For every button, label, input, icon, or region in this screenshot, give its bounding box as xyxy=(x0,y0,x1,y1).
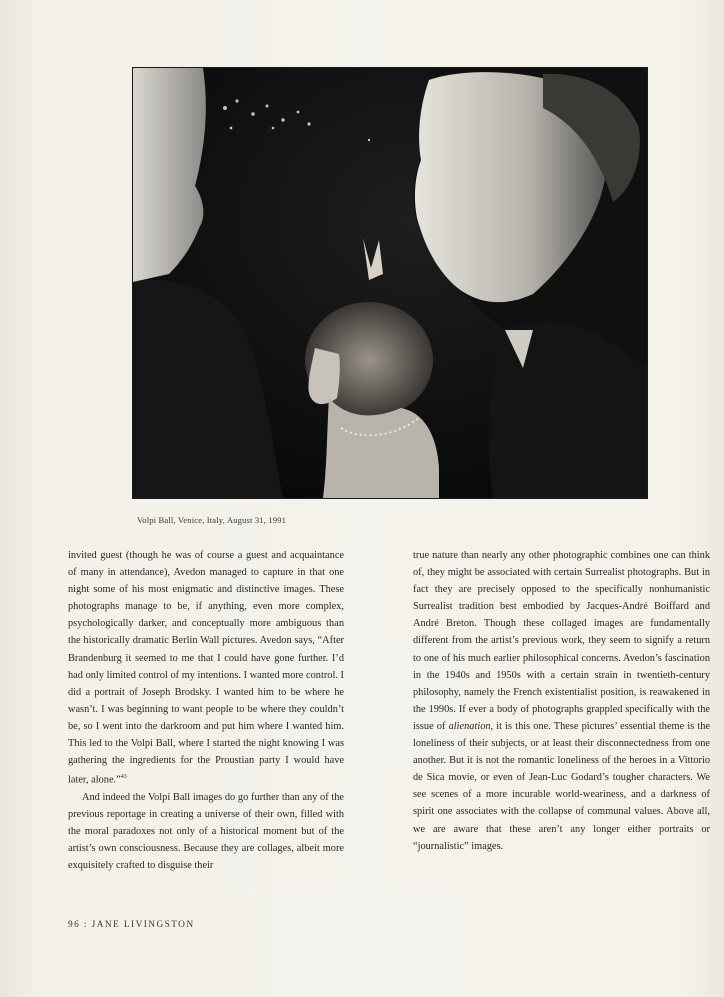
volpi-ball-photograph xyxy=(133,68,647,498)
paragraph xyxy=(413,547,710,855)
paragraph-text: , it is this one. These pictures’ essential theme is the loneliness of their subjects, or at least their disconnectedness from one another. But it is not the romantic loneliness of the heroes in a Vittorio de Sica movie, or even of Jean-Luc Godard’s tougher characters. We see scenes of a more incurable world-weariness, and a darkness of spirit one associates with the collapse of communal values. Above all, we are aware that these aren’t any longer either portraits or “journalistic” images. xyxy=(413,720,710,852)
italic-term: alienation xyxy=(448,720,491,732)
text-column-right xyxy=(413,547,710,855)
text-column-left xyxy=(68,547,344,874)
paragraph xyxy=(68,547,344,789)
photo-caption: Volpi Ball, Venice, Italy, August 31, 1991 xyxy=(137,515,287,525)
paragraph-text: invited guest (though he was of course a guest and acquaintance of many in attendance), Avedon managed to capture in that one night some of his most enigmatic and distinctive images. These photographs manage to be, if anything, even more complex, psychologically darker, and conceptually more ambiguous than the historically dramatic Berlin Wall pictures. Avedon says, “After Brandenburg it seemed to me that I could have gone further. I’d had only limited control of my intentions. I wanted more control. I did a portrait of Joseph Brodsky. I wanted him to be where he wasn’t. I was beginning to want people to be where they couldn’t be, so I went into the darkroom and put him where I wanted him. This led to the Volpi Ball, where I started the night knowing I was gathering the ingredients for the Proustian party I would have later, alone.” xyxy=(68,550,344,786)
photograph-icon xyxy=(133,68,647,498)
footnote-marker: 43 xyxy=(120,774,127,781)
paragraph-text: true nature than nearly any other photographic combines one can think of, they might be associated with certain Surrealist photographs. But in fact they are precisely opposed to the specifically nonhumanistic Surrealist tradition best embodied by Jacques-André Boiffard and André Breton. Though these collaged images are fundamentally different from the artist’s previous work, they seem to signify a return to one of his much earlier philosophical concerns. Avedon’s fascination in the 1940s and 1950s with a certain strain in twentieth-century philosophy, namely the French existentialist position, is reawakened in the 1990s. If ever a body of photographs grappled specifically with the issue of xyxy=(413,550,710,732)
paragraph: And indeed the Volpi Ball images do go further than any of the previous reportage in creating a universe of their own, filled with the moral paradoxes not only of a historical moment but of the artist’s own consciousness. Because they are collages, albeit more exquisitely crafted to disguise their xyxy=(68,791,344,872)
page-footer: 96 : JANE LIVINGSTON xyxy=(68,920,195,930)
